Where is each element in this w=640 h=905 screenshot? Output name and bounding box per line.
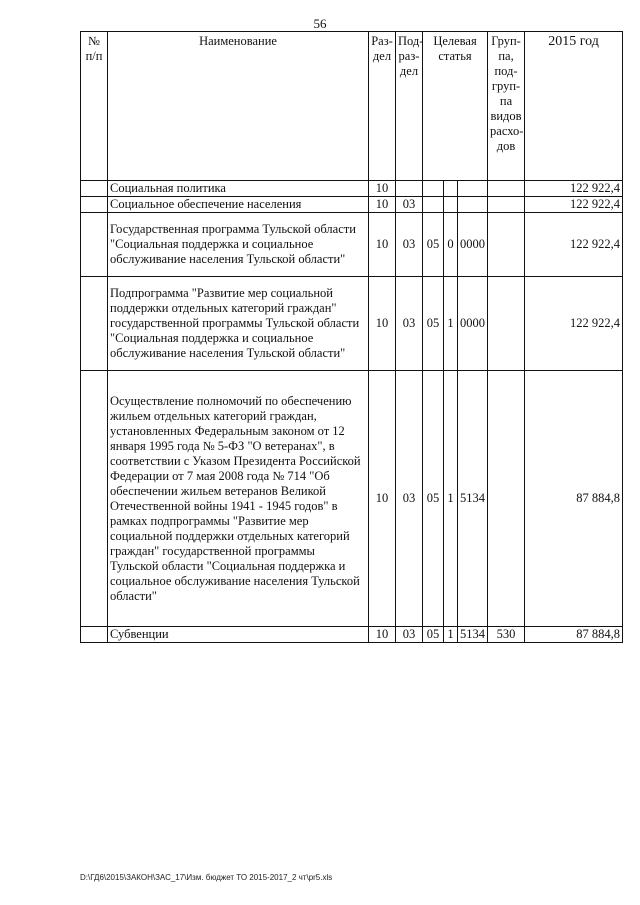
cell-target-subprogram: 1 <box>444 277 458 371</box>
table-row <box>81 197 623 213</box>
cell-expense-group <box>488 181 525 197</box>
cell-target-code: 0000 <box>458 277 488 371</box>
cell-name: Социальная политика <box>108 181 369 197</box>
cell-target-subprogram: 1 <box>444 371 458 627</box>
header-expense-group: Груп-па, под-груп-па видов расхо-дов <box>488 32 525 181</box>
cell-name: Субвенции <box>108 627 369 643</box>
header-name: Наименование <box>108 32 369 181</box>
cell-subsection: 03 <box>396 277 423 371</box>
header-num: № п/п <box>81 32 108 181</box>
cell-target-program <box>423 181 444 197</box>
cell-num <box>81 213 108 277</box>
footer-file-path: D:\ГД6\2015\ЗАКОН\ЗАС_17\Изм. бюджет ТО 2015-2017_2 чт\pr5.xls <box>80 873 333 882</box>
cell-amount: 122 922,4 <box>525 277 623 371</box>
cell-target-subprogram: 0 <box>444 213 458 277</box>
cell-target-program <box>423 197 444 213</box>
cell-expense-group: 530 <box>488 627 525 643</box>
cell-subsection: 03 <box>396 197 423 213</box>
cell-target-program: 05 <box>423 213 444 277</box>
cell-subsection: 03 <box>396 213 423 277</box>
cell-amount: 122 922,4 <box>525 213 623 277</box>
cell-num <box>81 627 108 643</box>
cell-name: Подпрограмма "Развитие мер социальной поддержки отдельных категорий граждан" государственной программы Тульской области "Социальная поддержка и социальное обслуживание населения Тульской области" <box>108 277 369 371</box>
table-header-row <box>81 32 623 181</box>
cell-target-code: 0000 <box>458 213 488 277</box>
budget-table <box>80 31 623 643</box>
header-subsection: Под-раз-дел <box>396 32 423 181</box>
cell-section: 10 <box>369 627 396 643</box>
cell-section: 10 <box>369 181 396 197</box>
header-target-article: Целевая статья <box>423 32 488 181</box>
cell-subsection: 03 <box>396 627 423 643</box>
cell-name: Социальное обеспечение населения <box>108 197 369 213</box>
cell-expense-group <box>488 371 525 627</box>
cell-num <box>81 371 108 627</box>
cell-target-subprogram <box>444 197 458 213</box>
cell-target-subprogram: 1 <box>444 627 458 643</box>
cell-section: 10 <box>369 277 396 371</box>
table-row <box>81 371 623 627</box>
table-row <box>81 213 623 277</box>
cell-target-program: 05 <box>423 371 444 627</box>
cell-subsection: 03 <box>396 371 423 627</box>
cell-subsection <box>396 181 423 197</box>
cell-expense-group <box>488 213 525 277</box>
cell-amount: 87 884,8 <box>525 371 623 627</box>
cell-target-code <box>458 197 488 213</box>
cell-num <box>81 277 108 371</box>
table-row <box>81 627 623 643</box>
cell-num <box>81 197 108 213</box>
cell-num <box>81 181 108 197</box>
table-row <box>81 181 623 197</box>
cell-expense-group <box>488 277 525 371</box>
cell-target-code: 5134 <box>458 627 488 643</box>
cell-section: 10 <box>369 213 396 277</box>
cell-target-program: 05 <box>423 277 444 371</box>
cell-expense-group <box>488 197 525 213</box>
page-number: 56 <box>313 16 327 31</box>
header-year: 2015 год <box>525 32 623 181</box>
cell-amount: 87 884,8 <box>525 627 623 643</box>
cell-target-subprogram <box>444 181 458 197</box>
cell-target-program: 05 <box>423 627 444 643</box>
cell-section: 10 <box>369 371 396 627</box>
cell-name: Государственная программа Тульской области "Социальная поддержка и социальное обслуживание населения Тульской области" <box>108 213 369 277</box>
cell-amount: 122 922,4 <box>525 197 623 213</box>
cell-section: 10 <box>369 197 396 213</box>
cell-target-code: 5134 <box>458 371 488 627</box>
cell-target-code <box>458 181 488 197</box>
cell-amount: 122 922,4 <box>525 181 623 197</box>
table-row <box>81 277 623 371</box>
header-section: Раз-дел <box>369 32 396 181</box>
cell-name: Осуществление полномочий по обеспечению жильем отдельных категорий граждан, установленных Федеральным законом от 12 января 1995 года № 5-ФЗ "О ветеранах", в соответствии с Указом Президента Российской Федерации от 7 мая 2008 года № 714 "Об обеспечении жильем ветеранов Великой Отечественной войны 1941 - 1945 годов" в рамках подпрограммы "Развитие мер социальной поддержки отдельных категорий граждан" государственной программы Тульской области "Социальная поддержка и социальное обслуживание населения Тульской области" <box>108 371 369 627</box>
